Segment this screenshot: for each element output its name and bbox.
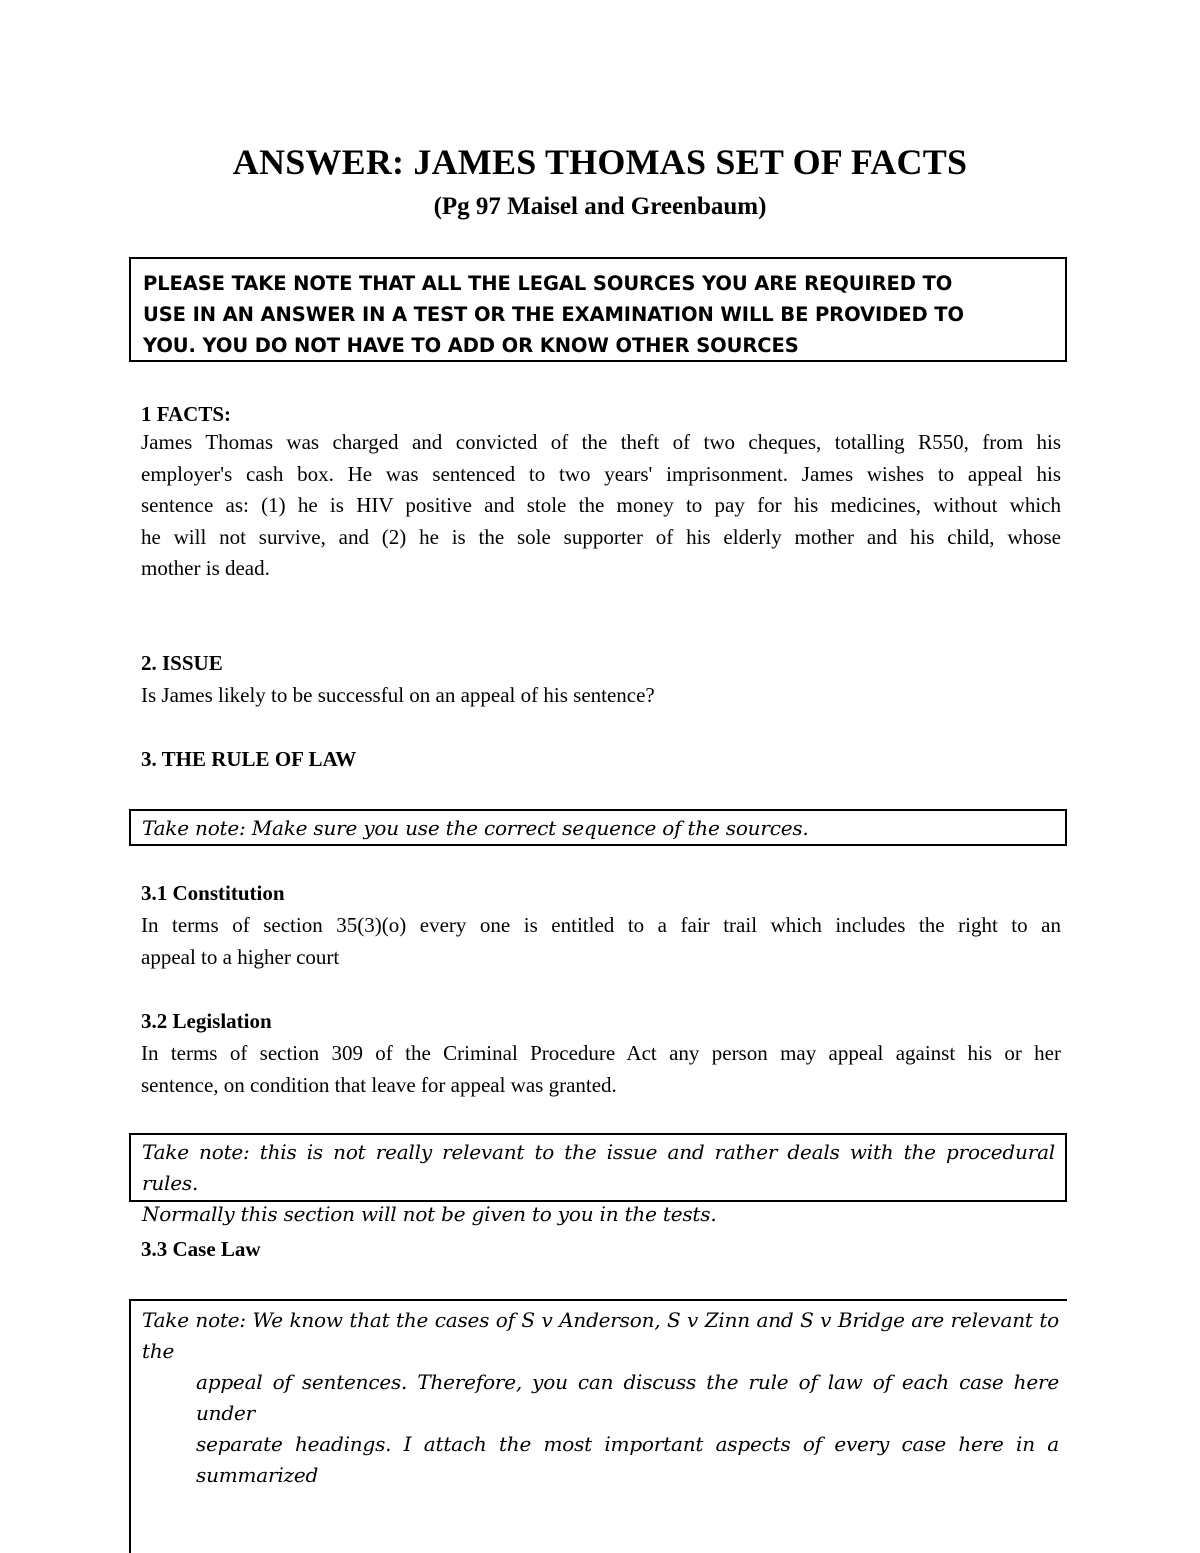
facts-line: sentence as: (1) he is HIV positive and stole the money to pay for his medicines, without which bbox=[141, 493, 1061, 517]
issue-line: Is James likely to be successful on an appeal of his sentence? bbox=[141, 683, 655, 707]
legislation-line: sentence, on condition that leave for appeal was granted. bbox=[141, 1072, 617, 1097]
facts-line: mother is dead. bbox=[141, 556, 270, 580]
constitution-paragraph bbox=[141, 910, 1061, 973]
issue-text bbox=[141, 680, 1061, 712]
notice-line: PLEASE TAKE NOTE THAT ALL THE LEGAL SOURCES YOU ARE REQUIRED TO bbox=[143, 272, 953, 295]
procedural-note-line: Normally this section will not be given to you in the tests. bbox=[142, 1202, 717, 1226]
constitution-line: appeal to a higher court bbox=[141, 944, 340, 969]
facts-line: he will not survive, and (2) he is the sole supporter of his elderly mother and his child, whose bbox=[141, 524, 1061, 549]
sequence-note-box bbox=[129, 809, 1067, 846]
facts-line: James Thomas was charged and convicted of the theft of two cheques, totalling R550, from his bbox=[141, 430, 1061, 454]
case-law-note-box bbox=[129, 1299, 1067, 1553]
facts-paragraph bbox=[141, 427, 1061, 585]
issue-heading: 2. ISSUE bbox=[141, 651, 223, 675]
constitution-line: In terms of section 35(3)(o) every one is entitled to a fair trail which includes the right to an bbox=[141, 913, 1061, 937]
facts-line: employer's cash box. He was sentenced to two years' imprisonment. James wishes to appeal his bbox=[141, 461, 1061, 486]
legislation-heading: 3.2 Legislation bbox=[141, 1009, 272, 1033]
case-law-heading: 3.3 Case Law bbox=[141, 1237, 261, 1261]
facts-heading: 1 FACTS: bbox=[141, 402, 232, 426]
notice-line: USE IN AN ANSWER IN A TEST OR THE EXAMINATION WILL BE PROVIDED TO bbox=[143, 303, 964, 326]
rule-of-law-heading: 3. THE RULE OF LAW bbox=[141, 747, 357, 771]
sources-notice-box bbox=[129, 257, 1067, 362]
legislation-paragraph bbox=[141, 1038, 1061, 1101]
procedural-note-box bbox=[129, 1133, 1067, 1226]
sequence-note: Take note: Make sure you use the correct sequence of the sources. bbox=[142, 816, 809, 840]
document-subtitle: (Pg 97 Maisel and Greenbaum) bbox=[433, 193, 767, 220]
document-title: ANSWER: JAMES THOMAS SET OF FACTS bbox=[232, 142, 968, 182]
legislation-line: In terms of section 309 of the Criminal Procedure Act any person may appeal against his or her bbox=[141, 1041, 1061, 1065]
procedural-note-line: Take note: this is not really relevant to the issue and rather deals with the procedural rules. bbox=[142, 1140, 1055, 1195]
constitution-heading: 3.1 Constitution bbox=[141, 881, 285, 905]
notice-line: YOU. YOU DO NOT HAVE TO ADD OR KNOW OTHER SOURCES bbox=[143, 334, 799, 357]
case-law-note-line: Take note: We know that the cases of S v Anderson, S v Zinn and S v Bridge are relevant to the bbox=[142, 1308, 1059, 1363]
case-law-note-line: appeal of sentences. Therefore, you can discuss the rule of law of each case here under bbox=[196, 1370, 1059, 1425]
case-law-note-line: separate headings. I attach the most important aspects of every case here in a summarized bbox=[196, 1432, 1059, 1487]
